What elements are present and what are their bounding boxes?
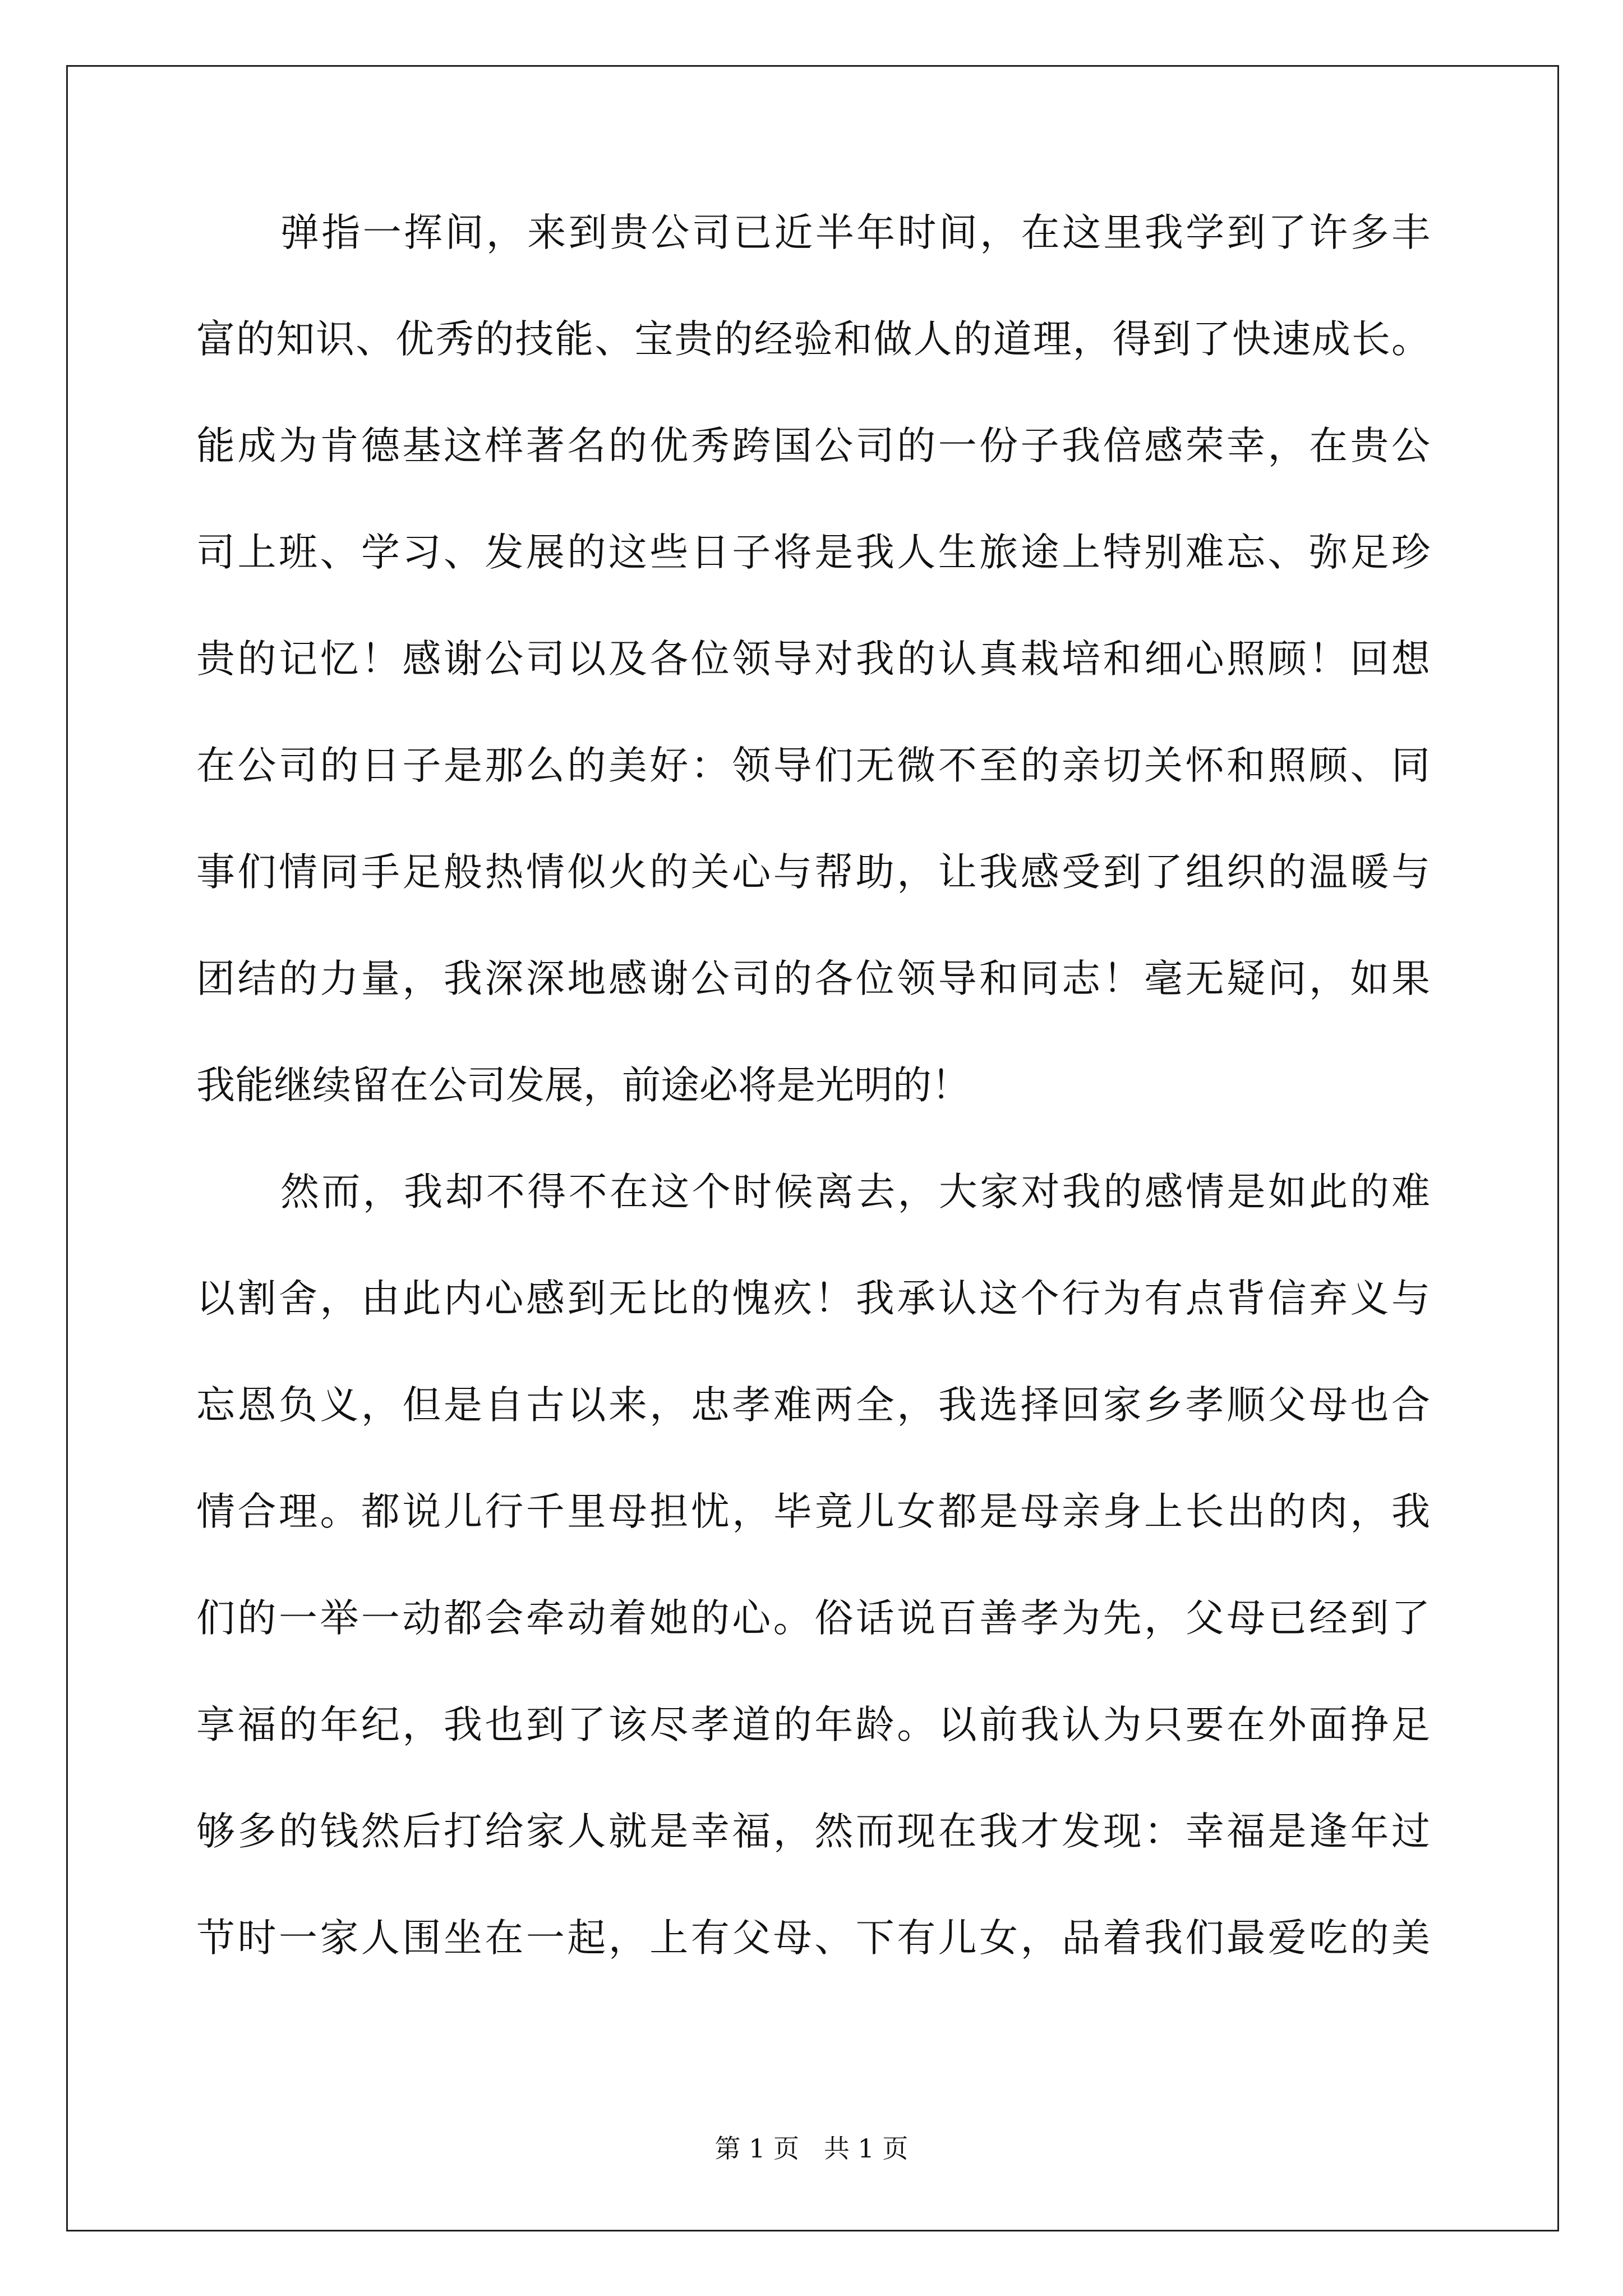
paragraph-2-line-8: 节时一家人围坐在一起，上有父母、下有儿女，品着我们最爱吃的美 <box>196 1916 1430 1961</box>
paragraph-1-line-9: 我能继续留在公司发展，前途必将是光明的！ <box>196 1063 970 1108</box>
paragraph-1-line-5: 贵的记忆！感谢公司以及各位领导对我的认真栽培和细心照顾！回想 <box>196 637 1430 682</box>
paragraph-1-line-4: 司上班、学习、发展的这些日子将是我人生旅途上特别难忘、弥足珍 <box>196 530 1430 575</box>
paragraph-1-line-6: 在公司的日子是那么的美好：领导们无微不至的亲切关怀和照顾、同 <box>196 743 1430 788</box>
paragraph-1-line-2: 富的知识、优秀的技能、宝贵的经验和做人的道理，得到了快速成长。 <box>196 317 1430 362</box>
page-border <box>66 65 1559 2231</box>
paragraph-2-line-2: 以割舍，由此内心感到无比的愧疚！我承认这个行为有点背信弃义与 <box>196 1276 1430 1321</box>
paragraph-2-line-6: 享福的年纪，我也到了该尽孝道的年龄。以前我认为只要在外面挣足 <box>196 1703 1430 1747</box>
paragraph-1-line-3: 能成为肯德基这样著名的优秀跨国公司的一份子我倍感荣幸，在贵公 <box>196 424 1430 468</box>
paragraph-1-line-7: 事们情同手足般热情似火的关心与帮助，让我感受到了组织的温暖与 <box>196 850 1430 895</box>
paragraph-2-line-4: 情合理。都说儿行千里母担忧，毕竟儿女都是母亲身上长出的肉，我 <box>196 1489 1430 1534</box>
page-footer: 第 1 页 共 1 页 <box>714 2133 909 2164</box>
paragraph-1-line-1: 弹指一挥间，来到贵公司已近半年时间，在这里我学到了许多丰 <box>280 210 1430 255</box>
paragraph-2-line-5: 们的一举一动都会牵动着她的心。俗话说百善孝为先，父母已经到了 <box>196 1596 1430 1641</box>
paragraph-2-line-7: 够多的钱然后打给家人就是幸福，然而现在我才发现：幸福是逢年过 <box>196 1809 1430 1854</box>
paragraph-2-line-1: 然而，我却不得不在这个时候离去，大家对我的感情是如此的难 <box>280 1170 1430 1214</box>
paragraph-2-line-3: 忘恩负义，但是自古以来，忠孝难两全，我选择回家乡孝顺父母也合 <box>196 1383 1430 1428</box>
paragraph-1-line-8: 团结的力量，我深深地感谢公司的各位领导和同志！毫无疑问，如果 <box>196 956 1430 1001</box>
